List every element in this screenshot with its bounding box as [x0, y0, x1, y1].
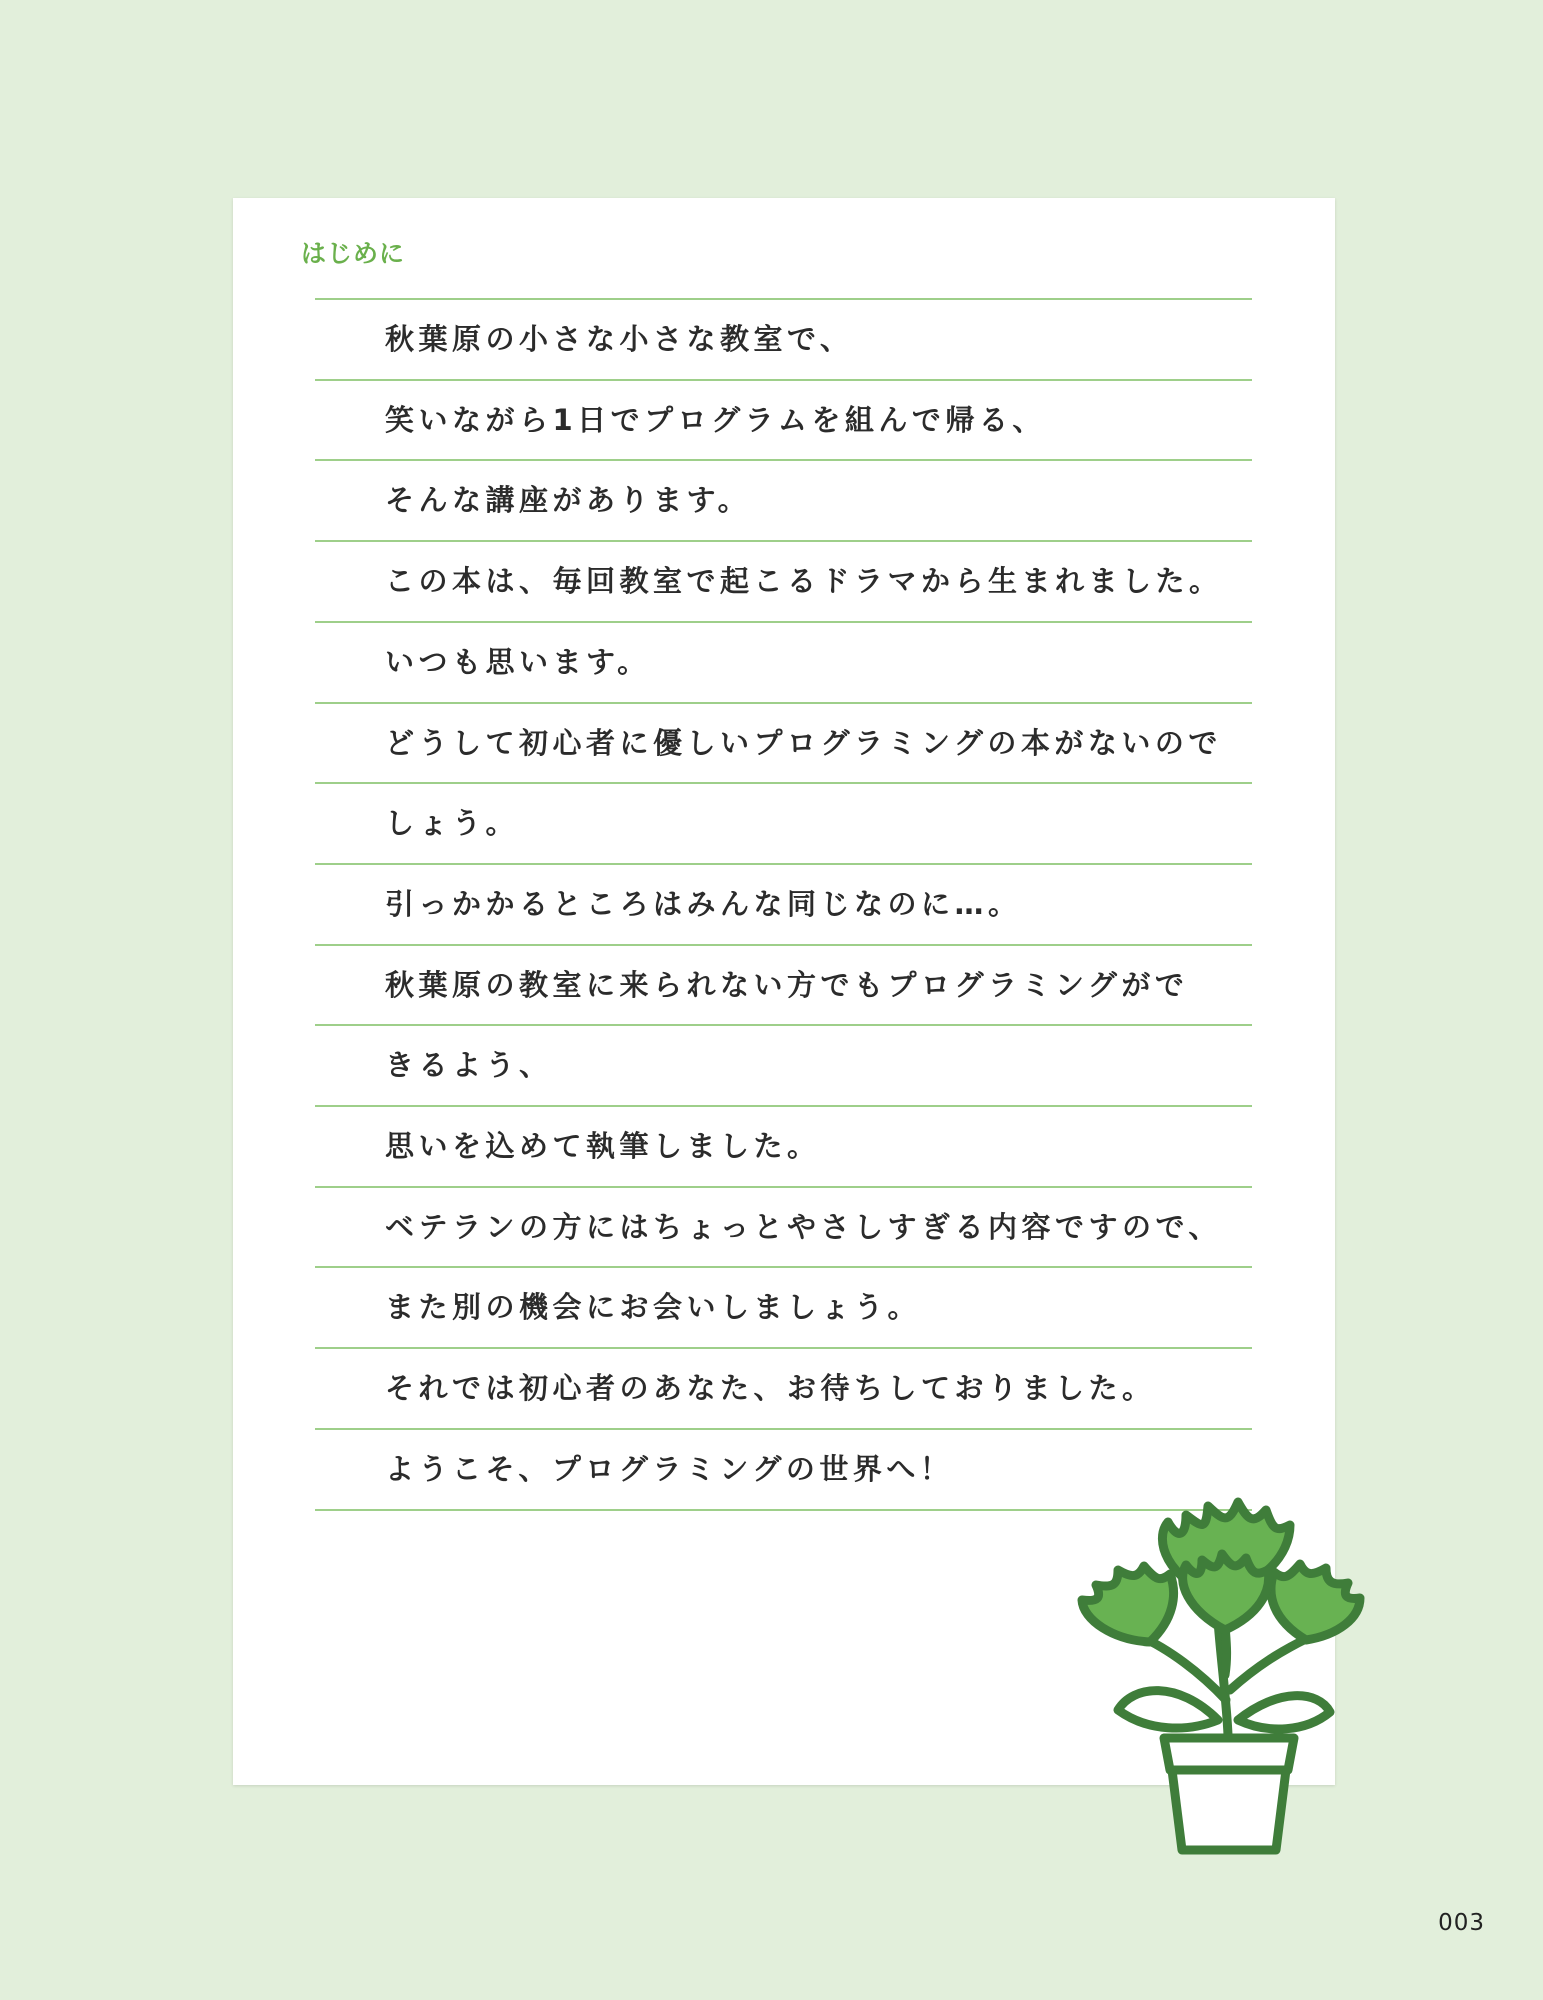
- text-line: 秋葉原の小さな小さな教室で、: [385, 322, 854, 356]
- text-line: そんな講座があります。: [385, 483, 752, 518]
- text-line: 秋葉原の教室に来られない方でもプログラミングがで: [385, 967, 1189, 1002]
- text-line: ようこそ、プログラミングの世界へ！: [385, 1451, 954, 1486]
- text-line: 思いを込めて執筆しました。: [385, 1129, 821, 1163]
- text-line: きるよう、: [385, 1048, 553, 1083]
- page-heading: はじめに: [301, 239, 406, 268]
- text-line: また別の機会にお会いしましょう。: [385, 1290, 922, 1325]
- text-line: しょう。: [385, 806, 520, 841]
- text-line: 笑いながら1日でプログラムを組んで帰る、: [385, 402, 1046, 437]
- text-line: ベテランの方にはちょっとやさしすぎる内容ですので、: [385, 1209, 1222, 1244]
- potted-plant-icon: [1068, 1470, 1368, 1860]
- text-line: それでは初心者のあなた、お待ちしておりました。: [385, 1371, 1156, 1406]
- page-number: 003: [1438, 1910, 1485, 1936]
- text-line: どうして初心者に優しいプログラミングの本がないので: [385, 725, 1222, 760]
- text-line: 引っかかるところはみんな同じなのに…。: [385, 886, 1022, 921]
- text-line: いつも思います。: [385, 644, 651, 679]
- text-line: この本は、毎回教室で起こるドラマから生まれました。: [385, 564, 1223, 599]
